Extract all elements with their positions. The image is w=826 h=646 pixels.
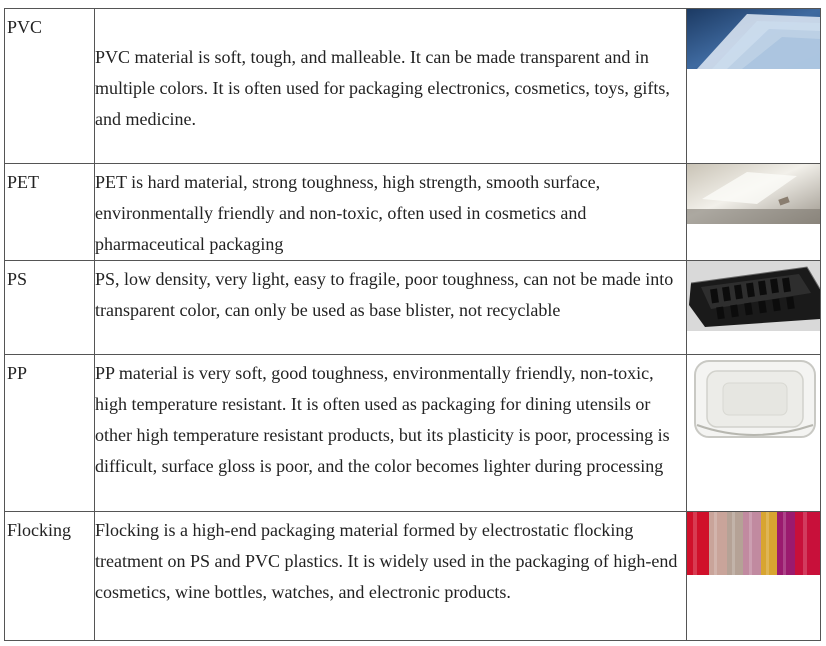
transparent-pvc-sheets-photo — [687, 9, 820, 69]
pet-film-photo — [687, 164, 820, 224]
material-photo-cell — [687, 512, 821, 641]
material-description: PS, low density, very light, easy to fragile, poor toughness, can not be made into transparent color, can only be used as base blister, not recyclable — [95, 261, 687, 355]
material-photo-cell — [687, 164, 821, 261]
table-row — [5, 164, 821, 261]
material-photo-cell — [687, 261, 821, 355]
colored-flocking-rolls-photo — [687, 512, 820, 575]
material-description: PET is hard material, strong toughness, high strength, smooth surface, environmentally friendly and non-toxic, often used in cosmetics and pharmaceutical packaging — [95, 164, 687, 261]
material-name: PVC — [5, 9, 95, 164]
material-name: PP — [5, 355, 95, 512]
white-pp-food-tray-photo — [687, 355, 820, 443]
table-row — [5, 261, 821, 355]
table-row — [5, 355, 821, 512]
material-photo-cell — [687, 355, 821, 512]
material-name: PS — [5, 261, 95, 355]
material-name: Flocking — [5, 512, 95, 641]
material-description: PP material is very soft, good toughness, environmentally friendly, non-toxic, high temperature resistant. It is often used as packaging for dining utensils or other high temperature resistant products, but its plasticity is poor, processing is difficult, surface gloss is poor, and the color becomes lighter during processing — [95, 355, 687, 512]
material-name: PET — [5, 164, 95, 261]
materials-table — [4, 8, 821, 641]
table-row — [5, 9, 821, 164]
black-ps-blister-tray-photo — [687, 261, 820, 331]
table-row — [5, 512, 821, 641]
material-description: Flocking is a high-end packaging material formed by electrostatic flocking treatment on PS and PVC plastics. It is widely used in the packaging of high-end cosmetics, wine bottles, watches, and electronic products. — [95, 512, 687, 641]
material-description: PVC material is soft, tough, and malleable. It can be made transparent and in multiple colors. It is often used for packaging electronics, cosmetics, toys, gifts, and medicine. — [95, 9, 687, 164]
material-photo-cell — [687, 9, 821, 164]
